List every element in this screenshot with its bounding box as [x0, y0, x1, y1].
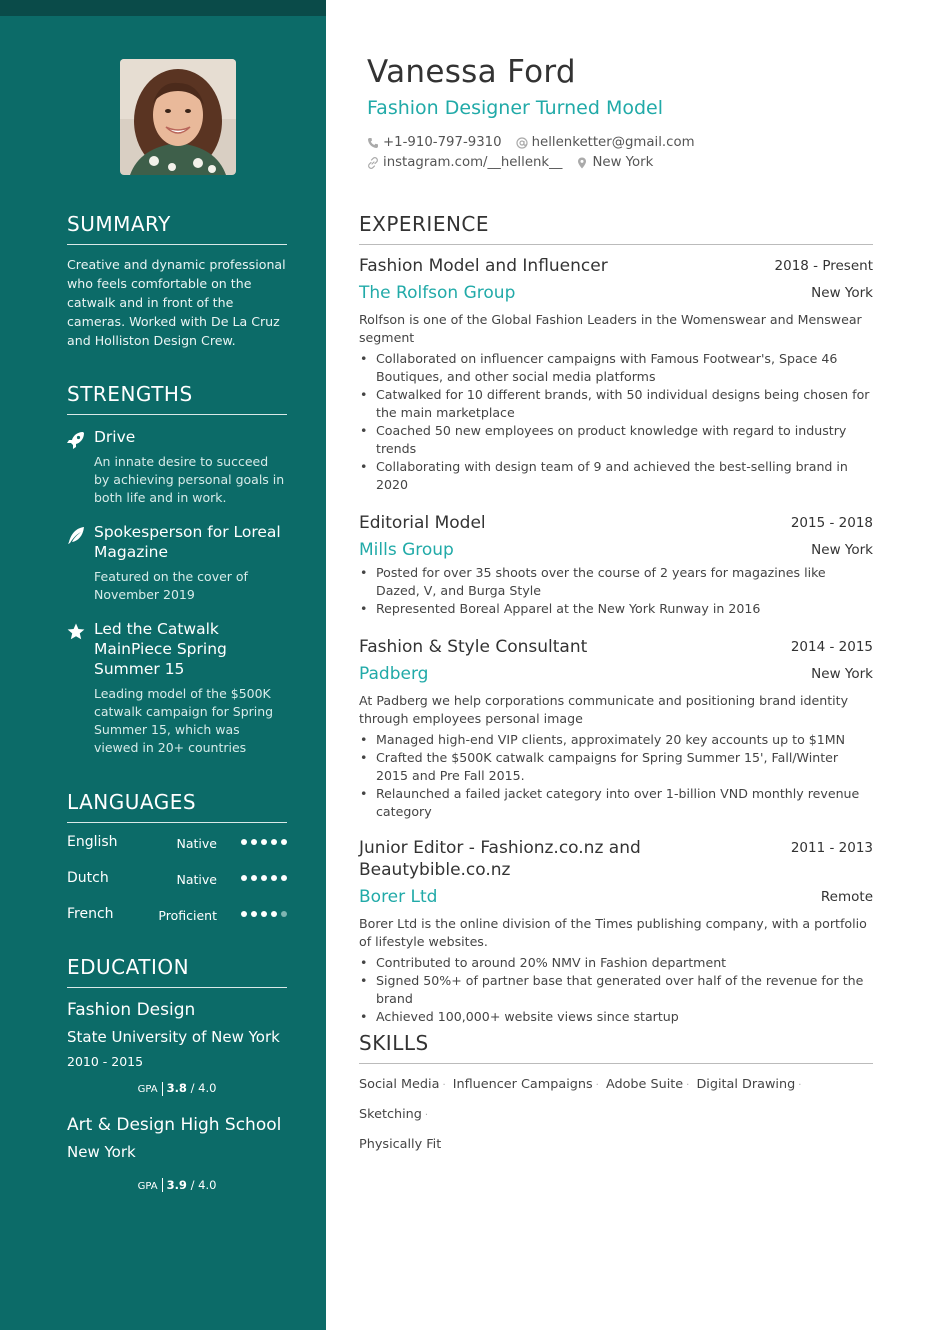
- bullet-item: • Collaborating with design team of 9 and achieved the best-selling brand in 2020: [359, 458, 873, 494]
- candidate-name: Vanessa Ford: [367, 54, 576, 90]
- bullet-item: • Collaborated on influencer campaigns with Famous Footwear's, Space 46 Boutiques, and other social media platforms: [359, 350, 873, 386]
- strength-desc: Featured on the cover of November 2019: [94, 569, 248, 602]
- rating-dot-filled: [271, 839, 277, 845]
- job-bullets: [359, 731, 873, 821]
- language-name: Dutch: [67, 870, 109, 886]
- summary-heading: SUMMARY: [67, 212, 287, 245]
- education-degree: Art & Design High School: [67, 1114, 282, 1135]
- skill-tag: Social Media: [359, 1077, 440, 1092]
- link-text: instagram.com/__hellenk__: [383, 155, 563, 170]
- language-row: [67, 904, 287, 940]
- phone-text: +1-910-797-9310: [383, 135, 502, 150]
- email-contact[interactable]: [516, 135, 695, 150]
- language-name: French: [67, 906, 114, 922]
- skill-separator: ·: [798, 1080, 802, 1091]
- education-school: State University of New York: [67, 1028, 280, 1046]
- job-title: Junior Editor - Fashionz.co.nz and Beautybible.co.nz: [359, 838, 641, 880]
- strength-item: [67, 619, 287, 757]
- profile-photo: [120, 59, 236, 175]
- rating-dot-filled: [281, 839, 287, 845]
- job-location: Remote: [820, 889, 873, 905]
- rating-dot-filled: [251, 875, 257, 881]
- job-entry: [359, 837, 873, 1026]
- rating-dot-filled: [281, 875, 287, 881]
- rating-dot-filled: [251, 911, 257, 917]
- rating-dot-filled: [271, 911, 277, 917]
- job-description: At Padberg we help corporations communicate and positioning brand identity through employees personal image: [359, 693, 849, 726]
- skill-tag: Digital Drawing: [696, 1077, 796, 1092]
- link-icon: [367, 157, 379, 169]
- rating-dot-filled: [261, 839, 267, 845]
- rating-dot-filled: [261, 911, 267, 917]
- skill-tag: Adobe Suite: [605, 1077, 684, 1092]
- rocket-icon: [67, 431, 85, 449]
- bullet-item: • Posted for over 35 shoots over the course of 2 years for magazines like Dazed, V, and Burga Style: [359, 564, 873, 600]
- skill-tag: Physically Fit: [359, 1137, 442, 1152]
- feather-icon: [67, 526, 85, 544]
- star-icon: [67, 623, 85, 641]
- language-level: Native: [176, 836, 217, 851]
- job-location: New York: [811, 285, 873, 301]
- bullet-item: • Relaunched a failed jacket category into over 1-billion VND monthly revenue category: [359, 785, 873, 821]
- education-item: [67, 1114, 287, 1193]
- education-item: [67, 999, 287, 1096]
- at-icon: [516, 137, 528, 149]
- job-company: Mills Group: [359, 540, 454, 560]
- skills-list: [359, 1070, 873, 1159]
- experience-heading: EXPERIENCE: [359, 212, 873, 245]
- job-entry: [359, 512, 873, 618]
- strength-item: [67, 427, 287, 507]
- strength-desc: An innate desire to succeed by achieving personal goals in both life and in work.: [94, 454, 285, 505]
- contact-row-1: [367, 135, 709, 150]
- skill-separator: ·: [595, 1080, 599, 1091]
- gpa-divider: [162, 1178, 163, 1192]
- candidate-title: Fashion Designer Turned Model: [367, 97, 664, 119]
- location-text: New York: [592, 155, 654, 170]
- email-text: hellenketter@gmail.com: [531, 135, 695, 150]
- strength-item: [67, 522, 287, 604]
- job-bullets: [359, 350, 873, 494]
- language-rating: [241, 911, 287, 917]
- gpa-divider: [162, 1082, 163, 1096]
- contact-row-2: [367, 155, 667, 170]
- education-years: 2010 - 2015: [67, 1054, 144, 1069]
- bullet-item: • Catwalked for 10 different brands, with 50 individual designs being chosen for the main marketplace: [359, 386, 873, 422]
- education-heading: EDUCATION: [67, 955, 287, 988]
- gpa-label: GPA: [137, 1180, 158, 1192]
- language-level: Native: [176, 872, 217, 887]
- rating-dot-filled: [241, 839, 247, 845]
- job-entry: [359, 636, 873, 821]
- job-location: New York: [811, 666, 873, 682]
- skills-section: [359, 1031, 873, 1159]
- languages-section: [67, 790, 287, 940]
- bullet-item: • Coached 50 new employees on product knowledge with regard to industry trends: [359, 422, 873, 458]
- strength-desc: Leading model of the $500K catwalk campaign for Spring Summer 15, which was viewed in 20+ countries: [94, 686, 274, 755]
- bullet-item: • Contributed to around 20% NMV in Fashion department: [359, 954, 873, 972]
- education-school: New York: [67, 1142, 136, 1161]
- gpa-value: 3.8: [166, 1081, 187, 1095]
- job-description: Borer Ltd is the online division of the Times publishing company, with a portfolio of lifestyle websites.: [359, 916, 867, 949]
- education-degree: Fashion Design: [67, 1000, 196, 1020]
- education-section: [67, 955, 287, 1210]
- strengths-heading: STRENGTHS: [67, 382, 287, 415]
- skill-tag: Influencer Campaigns: [452, 1077, 593, 1092]
- bullet-item: • Signed 50%+ of partner base that generated over half of the revenue for the brand: [359, 972, 873, 1008]
- bullet-item: • Represented Boreal Apparel at the New York Runway in 2016: [359, 600, 873, 618]
- strength-title: Drive: [94, 428, 136, 446]
- job-bullets: [359, 564, 873, 618]
- skill-separator: ·: [686, 1080, 690, 1091]
- job-title: Fashion Model and Influencer: [359, 256, 608, 276]
- strength-title: Spokesperson for Loreal Magazine: [94, 523, 281, 561]
- skills-heading: SKILLS: [359, 1031, 873, 1064]
- link-contact[interactable]: [367, 155, 562, 170]
- rating-dot-filled: [271, 875, 277, 881]
- rating-dot-filled: [241, 911, 247, 917]
- strengths-section: [67, 382, 287, 772]
- skill-separator: ·: [442, 1080, 446, 1091]
- rating-dot-filled: [261, 875, 267, 881]
- bullet-item: • Crafted the $500K catwalk campaigns for Spring Summer 15', Fall/Winter 2015 and Pre Fall 2015.: [359, 749, 873, 785]
- job-dates: 2011 - 2013: [790, 840, 873, 856]
- skill-tag: Sketching: [359, 1107, 422, 1122]
- location-pin-icon: [576, 157, 588, 169]
- job-entry: [359, 255, 873, 494]
- language-row: [67, 868, 287, 904]
- bullet-item: • Achieved 100,000+ website views since startup: [359, 1008, 873, 1026]
- language-name: English: [67, 834, 118, 850]
- strength-title: Led the Catwalk MainPiece Spring Summer 15: [94, 620, 227, 678]
- job-company: The Rolfson Group: [359, 283, 516, 303]
- job-dates: 2018 - Present: [774, 258, 873, 274]
- gpa-value: 3.9: [166, 1177, 187, 1192]
- bullet-item: • Managed high-end VIP clients, approximately 20 key accounts up to $1MN: [359, 731, 873, 749]
- job-description: Rolfson is one of the Global Fashion Leaders in the Womenswear and Menswear segment: [359, 312, 862, 345]
- summary-text: Creative and dynamic professional who feels comfortable on the catwalk and in front of the cameras. Worked with De La Cruz and Holliston Design Crew.: [67, 257, 286, 348]
- sidebar-top-bar: [0, 0, 326, 16]
- job-dates: 2015 - 2018: [790, 515, 873, 531]
- phone-contact[interactable]: [367, 135, 502, 150]
- gpa-label: GPA: [137, 1084, 158, 1095]
- job-title: Fashion & Style Consultant: [359, 637, 588, 657]
- job-dates: 2014 - 2015: [790, 639, 873, 655]
- language-rating: [241, 875, 287, 881]
- gpa-max: / 4.0: [190, 1177, 217, 1192]
- language-row: [67, 832, 287, 868]
- location-contact: [576, 155, 653, 170]
- job-company: Padberg: [359, 664, 429, 684]
- languages-heading: LANGUAGES: [67, 790, 287, 823]
- job-title: Editorial Model: [359, 513, 486, 533]
- education-gpa: [67, 1178, 287, 1193]
- sidebar: [0, 0, 326, 1330]
- skill-separator: ·: [424, 1110, 429, 1121]
- job-location: New York: [811, 542, 873, 558]
- rating-dot-filled: [241, 875, 247, 881]
- rating-dot-empty: [281, 911, 287, 917]
- job-company: Borer Ltd: [359, 887, 438, 907]
- education-gpa: [67, 1081, 287, 1096]
- job-bullets: [359, 954, 873, 1026]
- language-rating: [241, 839, 287, 845]
- summary-section: [67, 212, 287, 350]
- language-level: Proficient: [158, 908, 217, 923]
- experience-section: [359, 212, 873, 1040]
- phone-icon: [367, 137, 379, 149]
- gpa-max: / 4.0: [190, 1081, 217, 1095]
- rating-dot-filled: [251, 839, 257, 845]
